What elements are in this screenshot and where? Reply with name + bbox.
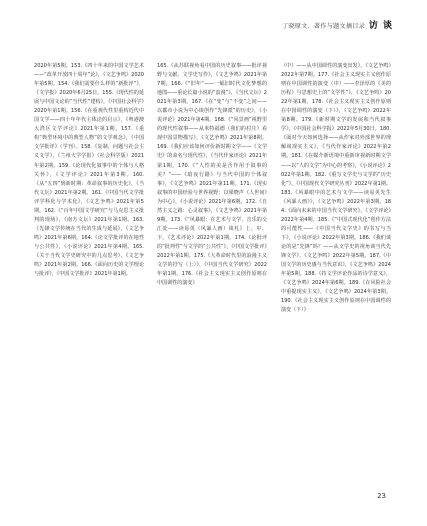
text-column-right: [281, 62, 391, 315]
column-text: （中）——从中国调性的演变出发》，《文艺争鸣》2022年第7期。177.《社会主义现实主义创作原则在中国调性的演变（中）——李泽厚的《美的历程》与思想史上的“文学性”》，《文艺争鸣》2022年第1期。178.《社会主义现实主义创作原则在中国调性的演变（下）》，《文艺争鸣》2022年第8期。179.《新时期文学的发展和当代叙事学》，《中国社会科学报》2022年5月30日。180.《面对今天如何选择——从作家对外部世界的理解谈现实主义》，《当代作家评论》2022年第2期。181.《在媒介新语境中重新审视新时期文学——以“人的文学”为中心的考察》，《小说评论》2022年第1期。182.《重写文学史与文学的“历史化”》，《中国现代文学研究丛刊》2022年第1期。183.《风暴眼中的艺术与文学——读易英先生《风暴人画》》，《文艺争鸣》2022年第3期。184.《面向未来的中国当代文学研究》，《文学评论》2022年第4期。185.《“中国式现代化”创作方法的可能性——《中国当代文学史》的书写与当下》，《小说评论》2022年第3期。186.《我们谈论的是“先锋”吗？——从文学史的视角谈当代先锋文学》，《文艺争鸣》2022年第5期。187.《中国文学的历史感与当代意识》，《文艺争鸣》2024年第5期。188.《持文学评论作品的诗学意义》，《文艺争鸣》2024年第6期。189.《在风险社会中重提现实主义》，《文艺争鸣》2024年第3期。190.《社会主义现实主义创作原则在中国调性的演变（下）》: [281, 63, 391, 314]
text-column-left: [34, 62, 144, 279]
page-header: [0, 0, 427, 40]
page-number: 23: [377, 492, 386, 500]
running-title: 丁晓原文、著作与题文摘目录: [281, 23, 365, 30]
column-text: 165.《从苏联视角看中国的历史叙事——批评视野与文献、文学史写作》，《文艺争鸣》2021年第7期。166.《“旧年”——一幅旧时代文化梦想的地图——重论长篇小说的“浪漫”》，《当代文坛》2021年第3期。167.《在“变”与“不变”之间——以都市小说为中心谈创作“先锋派”的历史》，《小说评论》2021年第4期。168.《“风景画”视野里的现代性叙事——从米特福德（我们的村庄）看现中国景物描写》，《文艺争鸣》2021年第8期。169.《我们应该如何评价新时期文学——《文学史》的命名与现代性》，《当代作家评论》2021年第1期。170.《“人性的美是否作用于叙事的美？”——《暗夜行路》与当代中国的个体叙事》，《文艺争鸣》2021年第11期。171.《现实叙事的中国经验与世界视野：以梁晓声《人世间》为中心》，《小说评论》2021年第6期。172.《自然主义之路：心灵叙事》，《文艺争鸣》2021年第9期。173.《“风暴眼：在艺术与文学、音乐的交汇处——读易英（风暴人画）谈札》上、中、下，《艺术评论》2022年第1期。174.《论批评的“批判性”与文学的“公共性”》，《中国文学批评》2022年第1期。175.《大革命时代里的浪漫主义文学的抒写（上）》，《中国当代文学研究》2022年第1期。176.《社会主义现实主义创作原则在中国调性的演变》: [157, 63, 267, 287]
column-text: 2020年第5期。153.《四十年来的中国文学艺术——“改革开放四十周年”论》，《文艺争鸣》2020年第5期。154.《我们需要什么样的“新批评”》，《文学报》2020年6月25日。155.《现代性的延展与中国文论的“当代性”建构》，《中国社会科学》2020年第1期。156.《在重观代性里重构近代中国文学——四十年年代主体论的启示》，《粤港澳大湾区文学评论》2021年第1期。157.《重构“典型环境中的典型人物”的文学观念》，《中国文学批评》（学刊）。158.《复制、问题与社会主义文学》，《兰州大学学报》（社会科学版）2021年第2期。159.《论现代化叙事中的个体与人格关怀》，《文学评论》2021年第3期。160.《从“五四”到新时期：革命叙事的历史化》，《当代文坛》2021年第2期。161.《中国当代文学批评学科化与学术化》，《文艺争鸣》2021年第5期。162.《“百年中国文学研究”与马克思主义批判的现场》，《南方文坛》2021年第1期。163.《先锋文学传统在当代的生成与延展》，《文艺争鸣》2021年第6期。164.《论文学批评的在地性与公共性》，《小说评论》2021年第4期。165.《关于当代文学史研究中的几点思考》，《文艺争鸣》2021年第2期。166.《面向历史的文学理论与批评》，《中国文学批评》2021年第1期。: [34, 63, 144, 278]
text-column-middle: [157, 62, 267, 288]
section-label: 访 谈: [368, 21, 393, 31]
